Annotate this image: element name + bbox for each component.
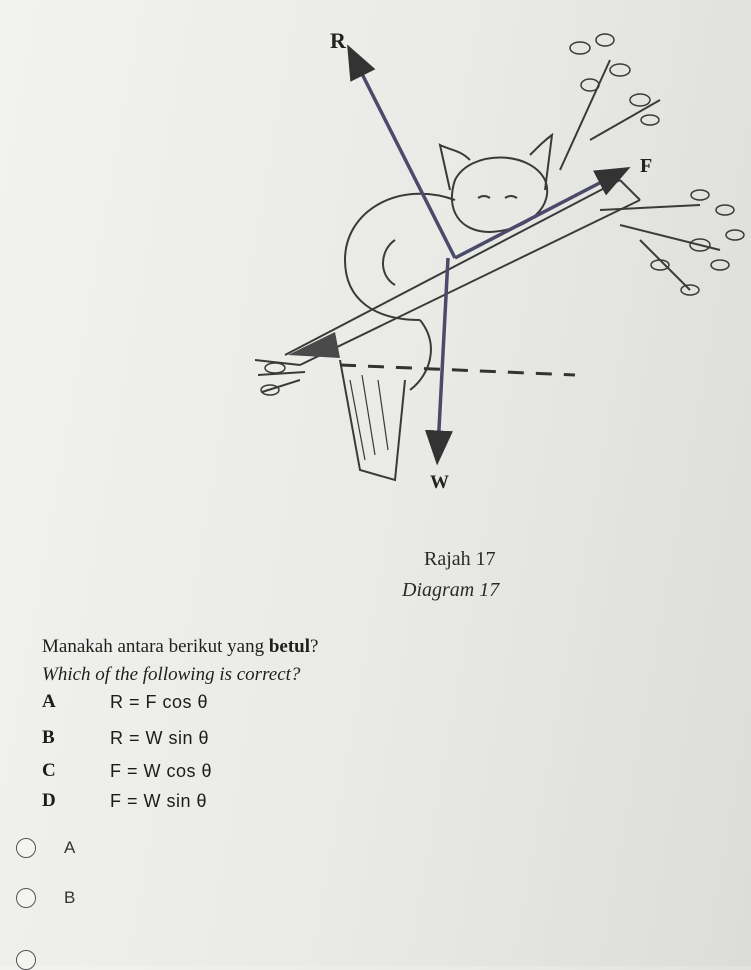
answer-label-a: A — [64, 838, 76, 857]
force-F-arrow — [455, 175, 615, 258]
answer-choice-b[interactable] — [16, 888, 75, 908]
diagram-caption-malay: Rajah 17 — [424, 548, 496, 570]
option-equation: F = W cos θ — [110, 760, 213, 781]
force-W-arrow — [438, 258, 448, 448]
option-letter: C — [42, 760, 56, 781]
question-malay — [42, 636, 318, 658]
option-b — [42, 724, 209, 752]
question-english: Which of the following is correct? — [42, 664, 301, 685]
label-F: F — [640, 155, 653, 177]
option-a — [42, 688, 208, 716]
question-malay-suffix: ? — [310, 636, 319, 657]
question-malay-prefix: Manakah antara berikut yang — [42, 636, 269, 657]
answer-choice-c-partial[interactable] — [16, 950, 64, 970]
angle-theta-shading — [288, 332, 340, 358]
horizontal-dashed-line — [340, 365, 575, 375]
option-c — [42, 757, 212, 785]
radio-button-a[interactable] — [16, 838, 36, 858]
question-malay-bold: betul — [268, 636, 311, 657]
label-W: W — [430, 472, 449, 493]
option-equation: R = W sin θ — [110, 727, 210, 748]
option-letter: B — [42, 727, 55, 748]
option-letter: A — [42, 691, 56, 712]
option-equation: F = W sin θ — [110, 790, 208, 811]
radio-button-b[interactable] — [16, 888, 36, 908]
option-letter: D — [42, 790, 56, 811]
option-equation: R = F cos θ — [110, 691, 209, 712]
force-R-arrow — [355, 60, 455, 258]
radio-button-c[interactable] — [16, 950, 36, 970]
label-R: R — [330, 28, 346, 53]
answer-choice-a[interactable] — [16, 838, 75, 858]
branch — [255, 60, 720, 480]
option-d — [42, 787, 207, 815]
diagram-caption-english: Diagram 17 — [402, 579, 500, 601]
answer-label-b: B — [64, 888, 76, 907]
